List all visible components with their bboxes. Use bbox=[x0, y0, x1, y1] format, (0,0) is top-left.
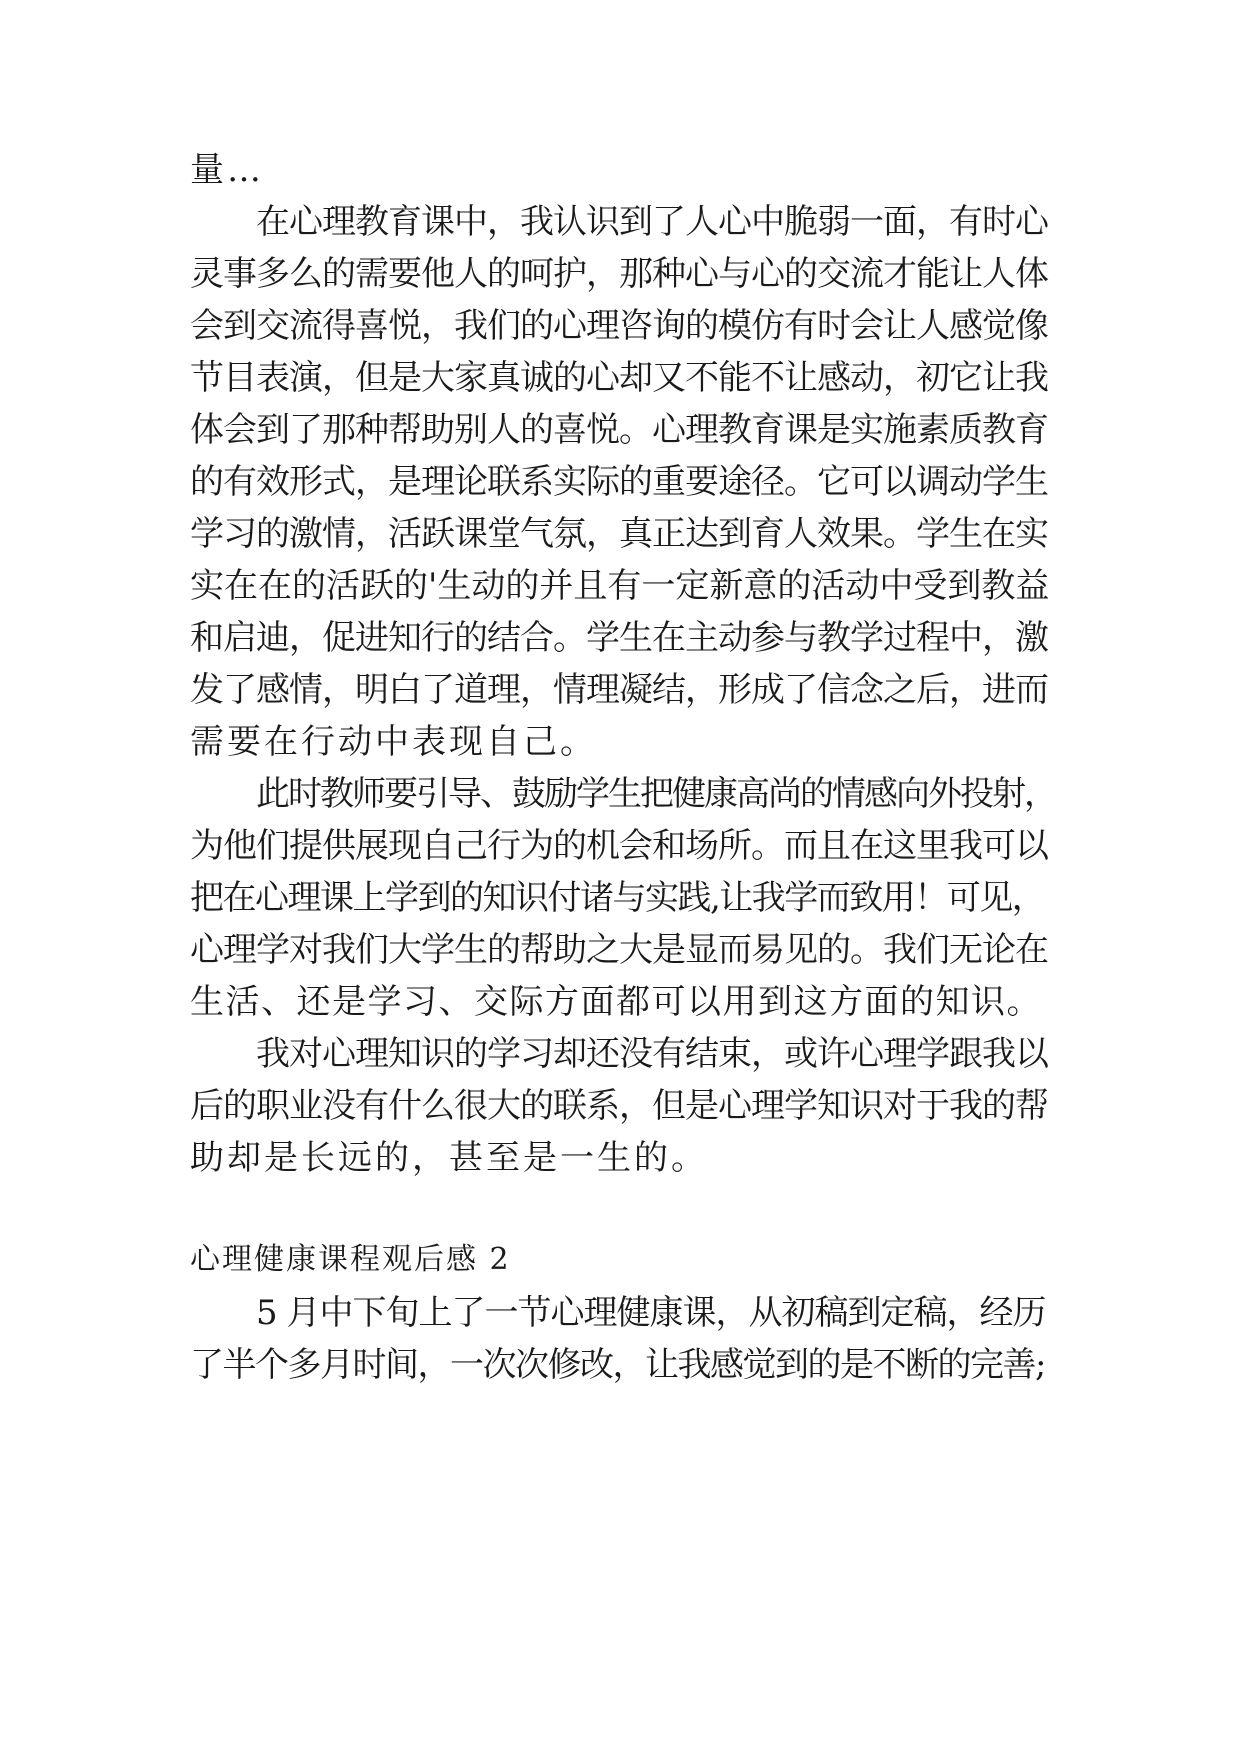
section-heading: 心理健康课程观后感 2 bbox=[190, 1242, 511, 1277]
paragraph-line: 了半个多月时间，一次次修改，让我感觉到的是不断的完善; bbox=[190, 1345, 1045, 1385]
paragraph-line: 此时教师要引导、鼓励学生把健康高尚的情感向外投射， bbox=[256, 774, 1056, 814]
paragraph-line: 心理学对我们大学生的帮助之大是显而易见的。我们无论在 bbox=[190, 930, 1048, 970]
paragraph-line: 学习的激情，活跃课堂气氛，真正达到育人效果。学生在实 bbox=[190, 514, 1048, 554]
paragraph-line: 后的职业没有什么很大的联系，但是心理学知识对于我的帮 bbox=[190, 1086, 1048, 1126]
paragraph-line: 助却是长远的，甚至是一生的。 bbox=[190, 1138, 708, 1178]
paragraph-line: 体会到了那种帮助别人的喜悦。心理教育课是实施素质教育 bbox=[190, 410, 1048, 450]
paragraph-line: 我对心理知识的学习却还没有结束，或许心理学跟我以 bbox=[256, 1034, 1048, 1074]
paragraph-line: 在心理教育课中，我认识到了人心中脆弱一面，有时心 bbox=[256, 202, 1048, 242]
paragraph-line: 和启迪，促进知行的结合。学生在主动参与教学过程中，激 bbox=[190, 618, 1048, 658]
paragraph-line: 需要在行动中表现自己。 bbox=[190, 722, 597, 762]
continuation-text: 量… bbox=[190, 150, 264, 190]
paragraph-line: 的有效形式，是理论联系实际的重要途径。它可以调动学生 bbox=[190, 462, 1048, 502]
paragraph-line: 发了感情，明白了道理，情理凝结，形成了信念之后，进而 bbox=[190, 670, 1048, 710]
paragraph-line: 实在在的活跃的'生动的并且有一定新意的活动中受到教益 bbox=[190, 566, 1050, 606]
paragraph-line: 为他们提供展现自己行为的机会和场所。而且在这里我可以 bbox=[190, 826, 1048, 866]
paragraph-line: 会到交流得喜悦，我们的心理咨询的模仿有时会让人感觉像 bbox=[190, 306, 1048, 346]
paragraph-line: 5 月中下旬上了一节心理健康课，从初稿到定稿，经历 bbox=[256, 1293, 1046, 1333]
paragraph-line: 把在心理课上学到的知识付诸与实践,让我学而致用！可见， bbox=[190, 878, 1045, 918]
paragraph-line: 灵事多么的需要他人的呵护，那种心与心的交流才能让人体 bbox=[190, 254, 1048, 294]
paragraph-line: 生活、还是学习、交际方面都可以用到这方面的知识。 bbox=[190, 982, 1042, 1022]
paragraph-line: 节目表演，但是大家真诚的心却又不能不让感动，初它让我 bbox=[190, 358, 1048, 398]
